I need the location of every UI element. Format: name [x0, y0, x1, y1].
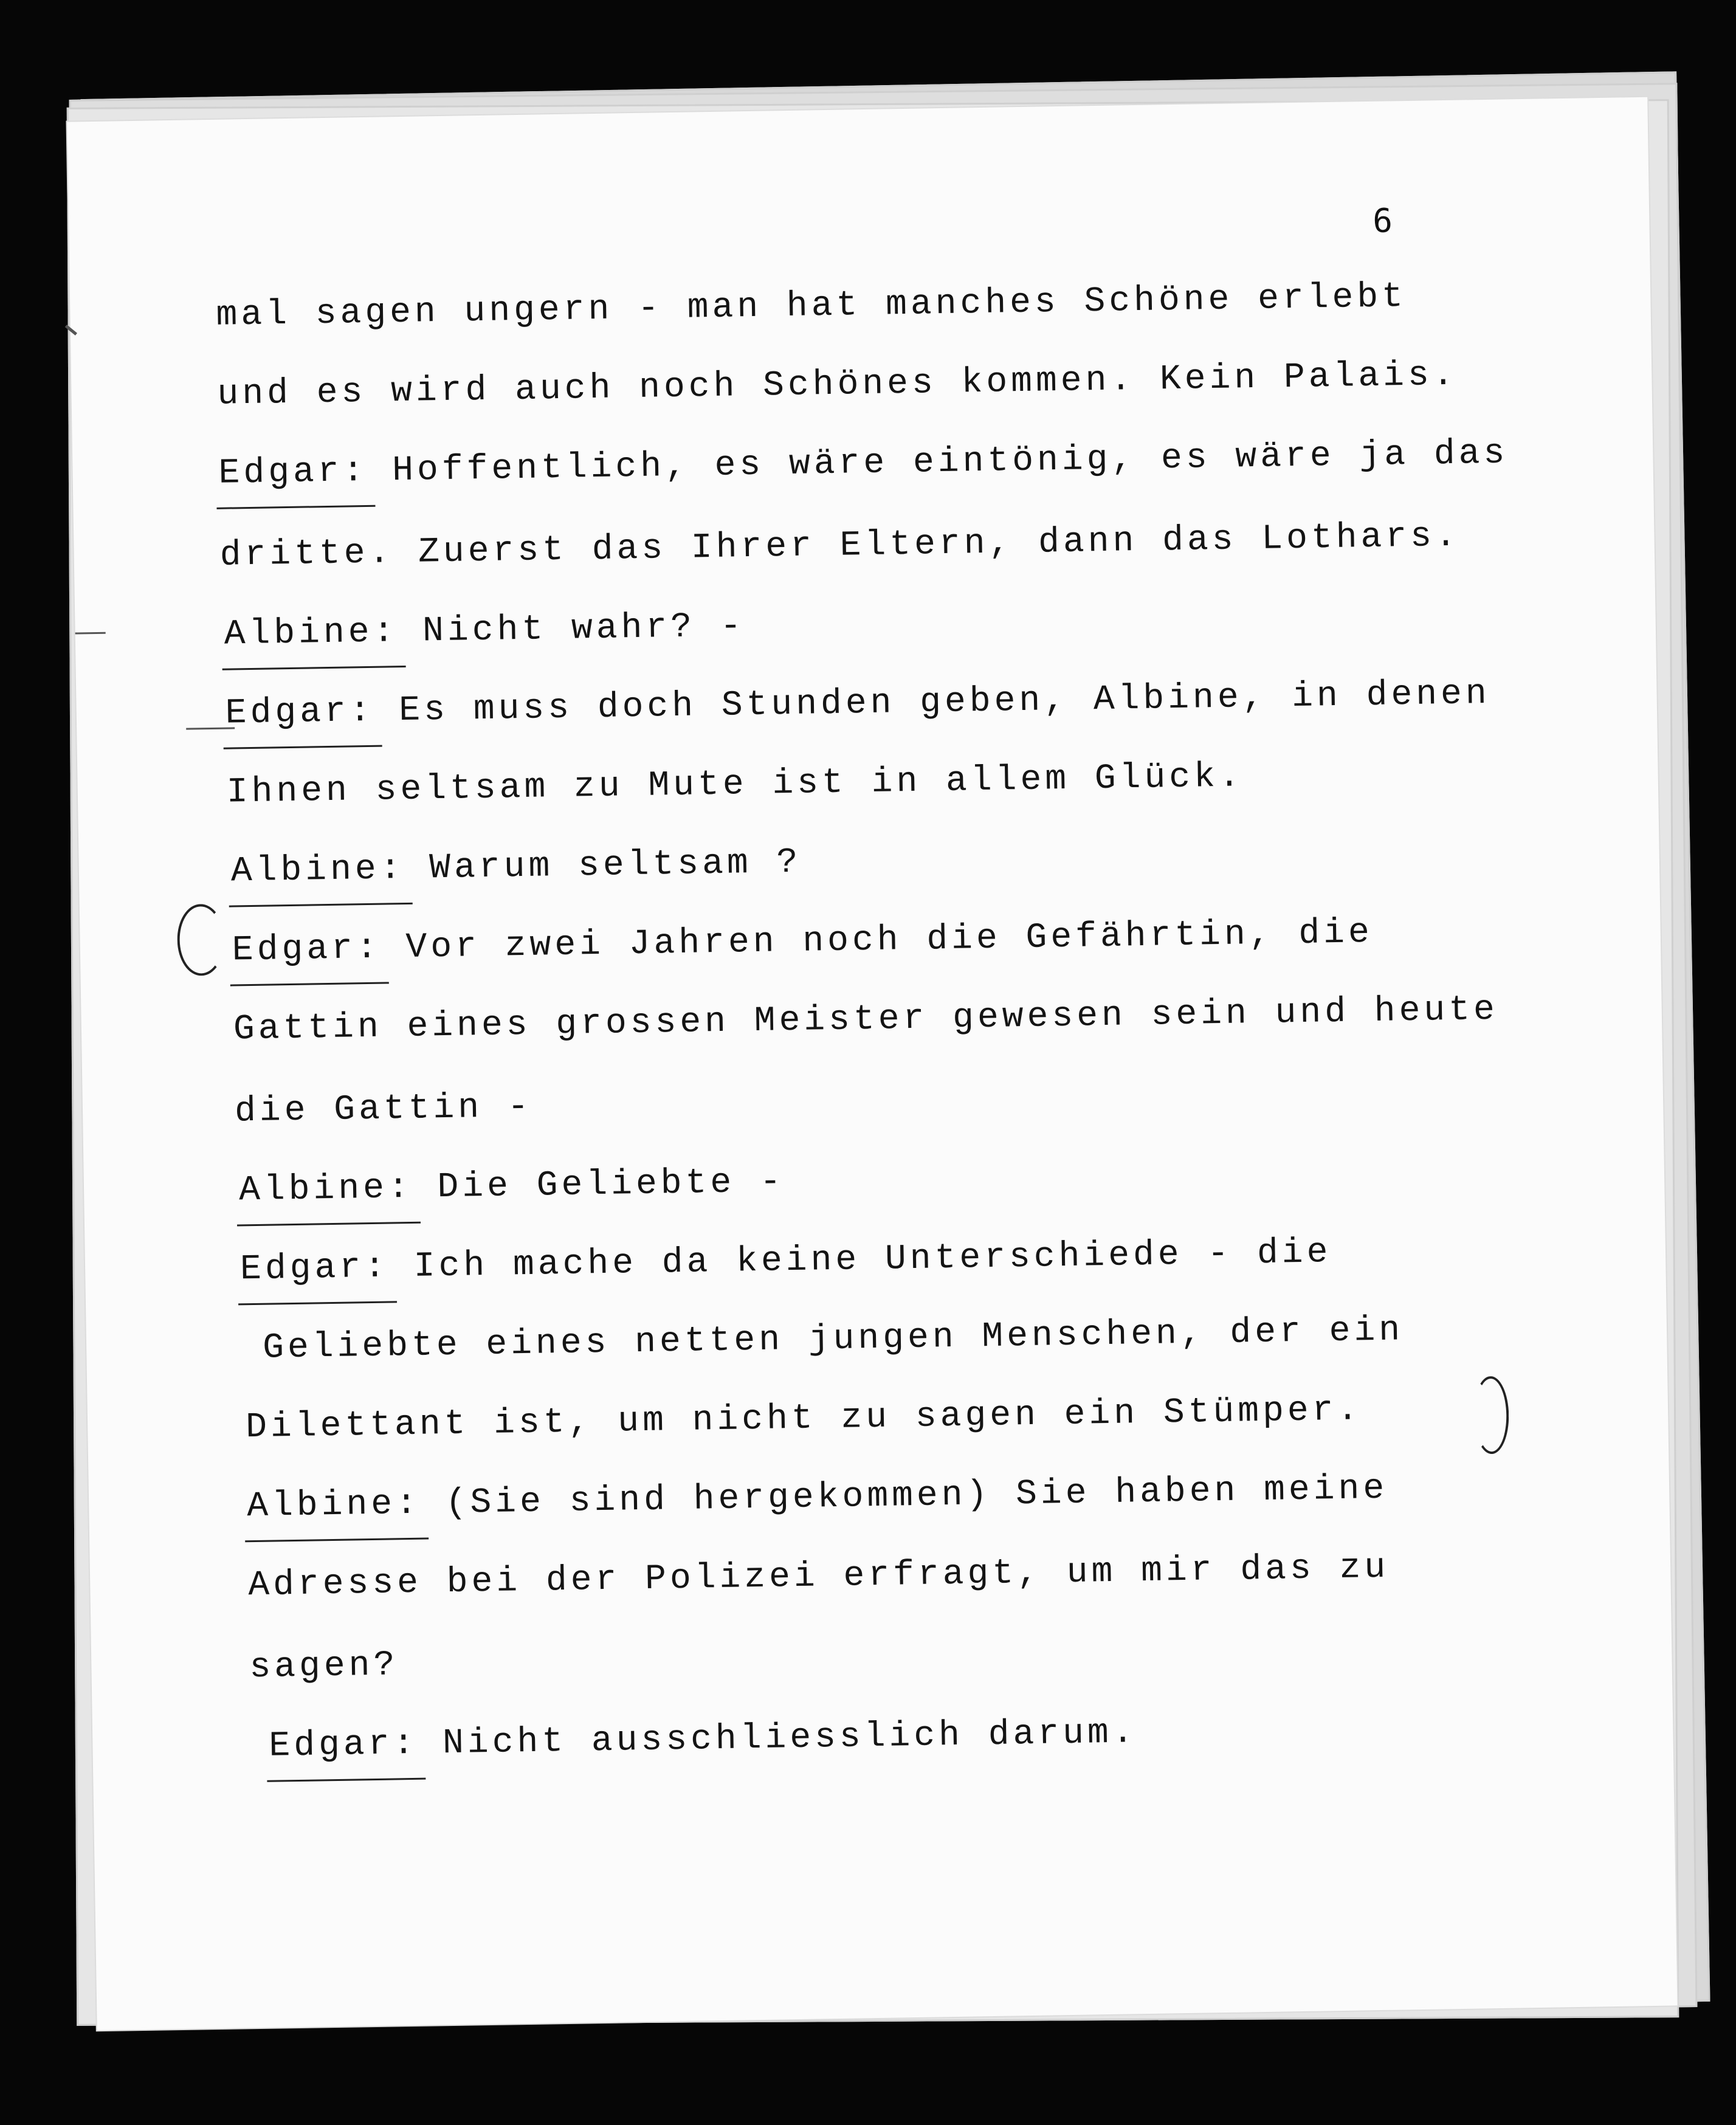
dialogue-text: sagen?	[249, 1645, 399, 1688]
dialogue-text: und es wird auch noch Schönes kommen. Kein Palais.	[217, 355, 1458, 415]
script-line	[247, 1469, 1388, 1526]
dialogue-text: Gattin eines grossen Meister gewesen sein und heute	[233, 990, 1499, 1050]
handwritten-bracket	[1473, 1376, 1509, 1455]
script-line	[246, 1390, 1362, 1447]
typescript-page	[67, 97, 1677, 2030]
speaker-name: Albine:	[238, 1168, 413, 1211]
dialogue-text: Es muss doch Stunden geben, Albine, in denen	[374, 673, 1491, 731]
speaker-name: Albine:	[224, 612, 398, 655]
dialogue-text: Die Geliebte -	[412, 1162, 785, 1208]
script-line	[235, 1087, 533, 1132]
script-line	[232, 913, 1373, 970]
dialogue-text: dritte. Zuerst das Ihrer Eltern, dann das Lothars.	[219, 516, 1461, 576]
script-line	[248, 1548, 1390, 1605]
script-line	[225, 674, 1490, 734]
dialogue-text: Ihnen seltsam zu Mute ist in allem Glück.	[226, 757, 1244, 813]
speaker-name: Edgar:	[232, 928, 382, 971]
dialogue-text: Adresse bei der Polizei erfragt, um mir das zu	[247, 1548, 1390, 1606]
script-line	[233, 990, 1498, 1050]
script-line	[217, 356, 1458, 415]
dialogue-text: Dilettant ist, um nicht zu sagen ein Stümper.	[245, 1390, 1362, 1448]
margin-tick	[65, 325, 77, 336]
script-line	[226, 757, 1244, 812]
dialogue-text: Warum seltsam ?	[404, 842, 802, 889]
script-line	[263, 1310, 1404, 1368]
speaker-name: Edgar:	[225, 691, 375, 734]
script-line	[239, 1162, 785, 1210]
script-line	[249, 1645, 399, 1687]
script-line	[216, 277, 1407, 336]
margin-tick	[75, 632, 106, 635]
script-line	[269, 1713, 1137, 1766]
script-line	[224, 607, 745, 654]
dialogue-text: Vor zwei Jahren noch die Gefährtin, die	[381, 913, 1374, 968]
speaker-name: Edgar:	[269, 1724, 418, 1766]
script-line	[219, 517, 1460, 576]
dialogue-text: Nicht wahr? -	[397, 607, 746, 652]
speaker-name: Edgar:	[239, 1247, 390, 1290]
dialogue-text: mal sagen ungern - man hat manches Schöne erlebt	[216, 277, 1407, 336]
script-line	[230, 843, 801, 892]
script-line	[218, 433, 1509, 493]
dialogue-text: Hoffentlich, es wäre eintönig, es wäre ja das	[367, 433, 1509, 491]
dialogue-text: Geliebte eines netten jungen Menschen, der ein	[262, 1310, 1404, 1368]
speaker-name: Edgar:	[218, 451, 368, 494]
dialogue-text: Ich mache da keine Unterschiede - die	[388, 1233, 1332, 1287]
speaker-name: Albine:	[246, 1484, 421, 1527]
page-number: 6	[1372, 201, 1393, 240]
dialogue-text: (Sie sind hergekommen) Sie haben meine	[420, 1469, 1388, 1524]
script-line	[240, 1233, 1332, 1289]
dialogue-text: die Gattin -	[234, 1087, 533, 1132]
handwritten-bracket	[177, 904, 226, 976]
dialogue-text: Nicht ausschliesslich darum.	[417, 1713, 1138, 1764]
speaker-name: Albine:	[230, 849, 405, 892]
